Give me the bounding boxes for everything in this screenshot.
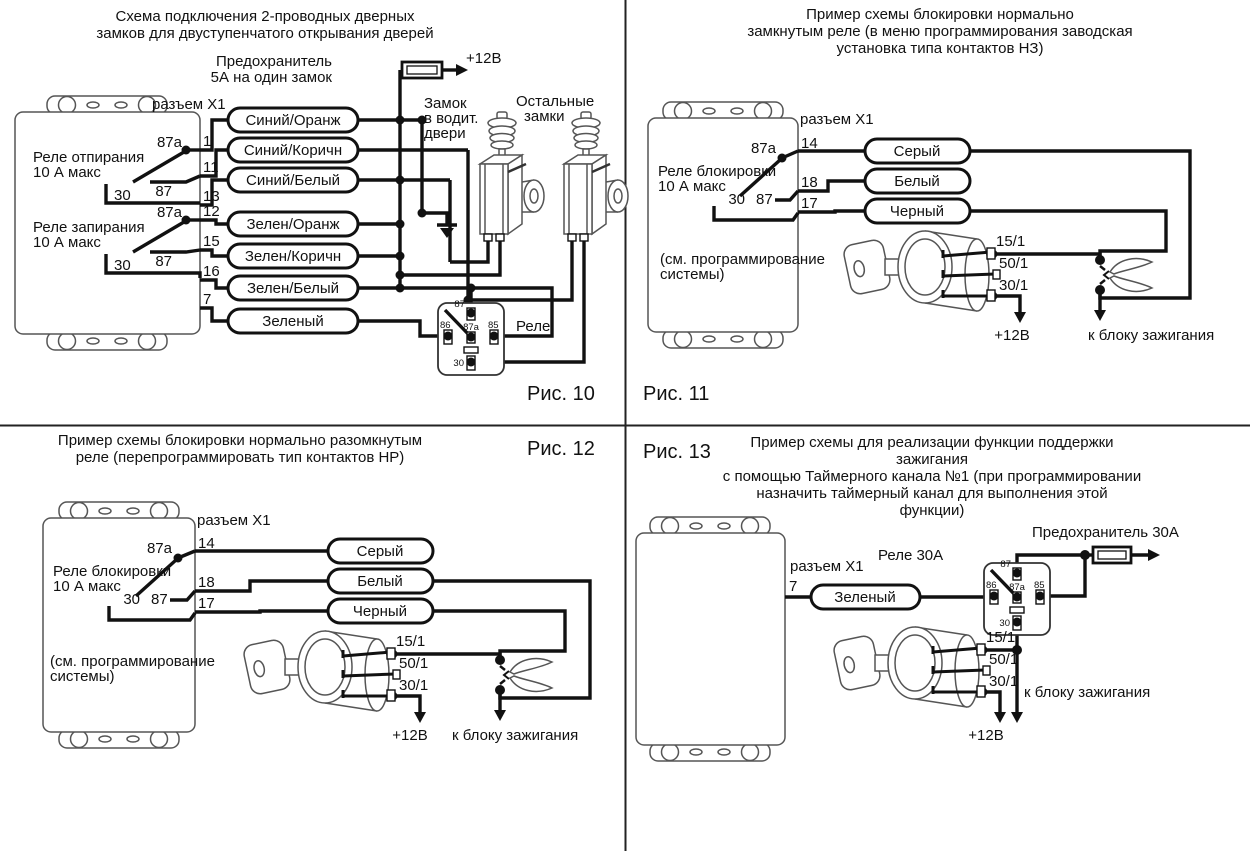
contact-87: 87 [155, 253, 172, 270]
fig10-caption: Рис. 10 [527, 383, 595, 405]
fig12-panel [43, 502, 590, 748]
pin-number: 14 [801, 135, 818, 152]
fuse-symbol [402, 62, 468, 78]
pin-number: 17 [801, 195, 818, 212]
alarm-module [636, 533, 785, 745]
fig12-title [55, 432, 425, 466]
fig10-title [70, 8, 460, 42]
fuse-label-2: 5А на один замок [210, 69, 332, 86]
socket-pin-87: 87 [1000, 559, 1011, 570]
blocking-relay-label-1: Реле блокировки [53, 563, 172, 580]
fig13-title [722, 434, 1142, 519]
pin-number: 18 [198, 574, 215, 591]
wire-name: Черный [889, 203, 945, 220]
pin-number: 15 [203, 233, 220, 250]
plus12v-label: +12В [466, 50, 502, 67]
contact-30: 30 [114, 257, 131, 274]
contact-87a: 87а [156, 134, 182, 151]
pin-number: 13 [203, 188, 220, 205]
alarm-module [43, 518, 195, 732]
fig13-caption: Рис. 13 [643, 441, 711, 463]
fuse-30a-label: Предохранитель 30А [1032, 524, 1179, 541]
contact-87: 87 [151, 591, 168, 608]
pin-number: 12 [203, 203, 220, 220]
blocking-relay-label-2: 10 А макс [53, 578, 121, 595]
socket-pin-87a: 87а [1009, 582, 1025, 593]
pin-number: 7 [789, 578, 798, 595]
ign-terminal-50: 50/1 [989, 651, 1019, 668]
lock-relay-label-1: Реле запирания [33, 219, 145, 236]
pin-number: 1 [203, 133, 212, 150]
wire-name: Белый [357, 573, 403, 590]
fig11-title-line1: Пример схемы блокировки нормально [806, 6, 1074, 23]
plus12v-label: +12В [392, 727, 428, 744]
relay-label: Реле [516, 318, 551, 335]
ign-terminal-15: 15/1 [396, 633, 426, 650]
pin-number: 17 [198, 595, 215, 612]
fuse-label-1: Предохранитель [215, 53, 332, 70]
fig11-panel [648, 102, 1214, 348]
fig11-title-line3: установка типа контактов НЗ) [836, 40, 1044, 57]
wire-name: Зелен/Коричн [244, 248, 342, 265]
contact-87: 87 [155, 183, 172, 200]
driver-lock-label-2: в водит. [424, 110, 479, 127]
connector-wires [195, 551, 328, 612]
other-locks-label-2: замки [524, 108, 565, 125]
lock-relay-label-2: 10 А макс [33, 234, 101, 251]
pin-number: 14 [198, 535, 215, 552]
wire-cutters-icon [500, 659, 552, 692]
fig13-title-line2: с помощью Таймерного канала №1 (при программировании [722, 468, 1142, 485]
relay-30a-label: Реле 30А [878, 547, 944, 564]
fig11-caption: Рис. 11 [643, 383, 710, 405]
wire-name: Зелен/Оранж [246, 216, 340, 233]
connector-label: разъем X1 [790, 558, 864, 575]
socket-pin-85: 85 [488, 320, 499, 331]
contact-30: 30 [728, 191, 745, 208]
unlock-relay-label-1: Реле отпирания [33, 149, 145, 166]
contact-87a: 87а [156, 204, 182, 221]
fig12-title-line1: Пример схемы блокировки нормально разомкнутым [57, 432, 423, 449]
to-ignition-label: к блоку зажигания [1024, 684, 1151, 701]
fig11-title [700, 6, 1180, 57]
wire-name: Зелен/Белый [246, 280, 340, 297]
socket-pin-86: 86 [986, 580, 997, 591]
other-doors-actuator [564, 112, 628, 241]
fig12-caption: Рис. 12 [527, 438, 595, 460]
driver-lock-label-3: двери [424, 125, 466, 142]
ign-terminal-50: 50/1 [999, 255, 1029, 272]
see-programming-note-1: (см. программирование [660, 251, 825, 268]
fig13-title-line1: Пример схемы для реализации функции поддержки зажигания [750, 434, 1114, 468]
wire-name: Черный [352, 603, 408, 620]
ign-terminal-30: 30/1 [989, 673, 1019, 690]
pin-number: 16 [203, 263, 220, 280]
ignition-switch [242, 631, 400, 711]
ign-terminal-15: 15/1 [996, 233, 1026, 250]
socket-pin-87a: 87а [463, 322, 479, 333]
fig12-title-line2: реле (перепрограммировать тип контактов НР) [75, 449, 405, 466]
connector-label: разъем X1 [152, 96, 226, 113]
relay-socket [438, 303, 504, 375]
driver-lock-label-1: Замок [424, 95, 467, 112]
to-ignition-label: к блоку зажигания [452, 727, 579, 744]
fig10-title-line2: замков для двуступенчатого открывания дверей [96, 25, 434, 42]
see-programming-note-2: системы) [660, 266, 725, 283]
socket-pin-30: 30 [999, 618, 1010, 629]
contact-30: 30 [114, 187, 131, 204]
unlock-relay-label-2: 10 А макс [33, 164, 101, 181]
ign-terminal-50: 50/1 [399, 655, 429, 672]
plus12v-label: +12В [968, 727, 1004, 744]
contact-87: 87 [756, 191, 773, 208]
socket-pin-86: 86 [440, 320, 451, 331]
wire-name: Синий/Оранж [245, 112, 341, 129]
fig10-title-line1: Схема подключения 2-проводных дверных [115, 8, 415, 25]
see-programming-note-1: (см. программирование [50, 653, 215, 670]
see-programming-note-2: системы) [50, 668, 115, 685]
fig10-panel [15, 50, 628, 375]
fig11-title-line2: замкнутым реле (в меню программирования заводская [747, 23, 1133, 40]
contact-87a: 87а [146, 540, 172, 557]
socket-pin-30: 30 [453, 358, 464, 369]
plus12v-label: +12В [994, 327, 1030, 344]
ignition-switch [832, 627, 990, 707]
wire-name: Зеленый [262, 313, 324, 330]
connector-label: разъем X1 [800, 111, 874, 128]
ign-terminal-30: 30/1 [399, 677, 429, 694]
fig13-panel [636, 517, 1179, 761]
other-locks-label-1: Остальные [516, 93, 595, 110]
contact-87a: 87а [750, 140, 776, 157]
wire-name: Серый [893, 143, 941, 160]
blocking-relay-label-1: Реле блокировки [658, 163, 777, 180]
driver-door-actuator [480, 112, 544, 241]
contact-30: 30 [123, 591, 140, 608]
fig13-title-line3: назначить таймерный канал для выполнения этой функции) [756, 485, 1108, 519]
wire-name: Белый [894, 173, 940, 190]
ign-terminal-30: 30/1 [999, 277, 1029, 294]
wire-name: Синий/Белый [245, 172, 341, 189]
wire-name: Зеленый [834, 589, 896, 606]
pin-number: 7 [203, 291, 212, 308]
pin-number: 18 [801, 174, 818, 191]
relay-socket [984, 563, 1050, 635]
blocking-relay-label-2: 10 А макс [658, 178, 726, 195]
to-ignition-label: к блоку зажигания [1088, 327, 1215, 344]
socket-pin-87: 87 [454, 299, 465, 310]
connector-label: разъем X1 [197, 512, 271, 529]
ign-terminal-15: 15/1 [986, 629, 1016, 646]
ignition-switch [842, 231, 1000, 311]
fuse-symbol [1093, 547, 1131, 563]
socket-pin-85: 85 [1034, 580, 1045, 591]
pin-number: 11 [203, 159, 219, 176]
wire-name: Серый [356, 543, 404, 560]
wire-cutters-icon [1100, 259, 1152, 292]
wire-name: Синий/Коричн [243, 142, 343, 159]
